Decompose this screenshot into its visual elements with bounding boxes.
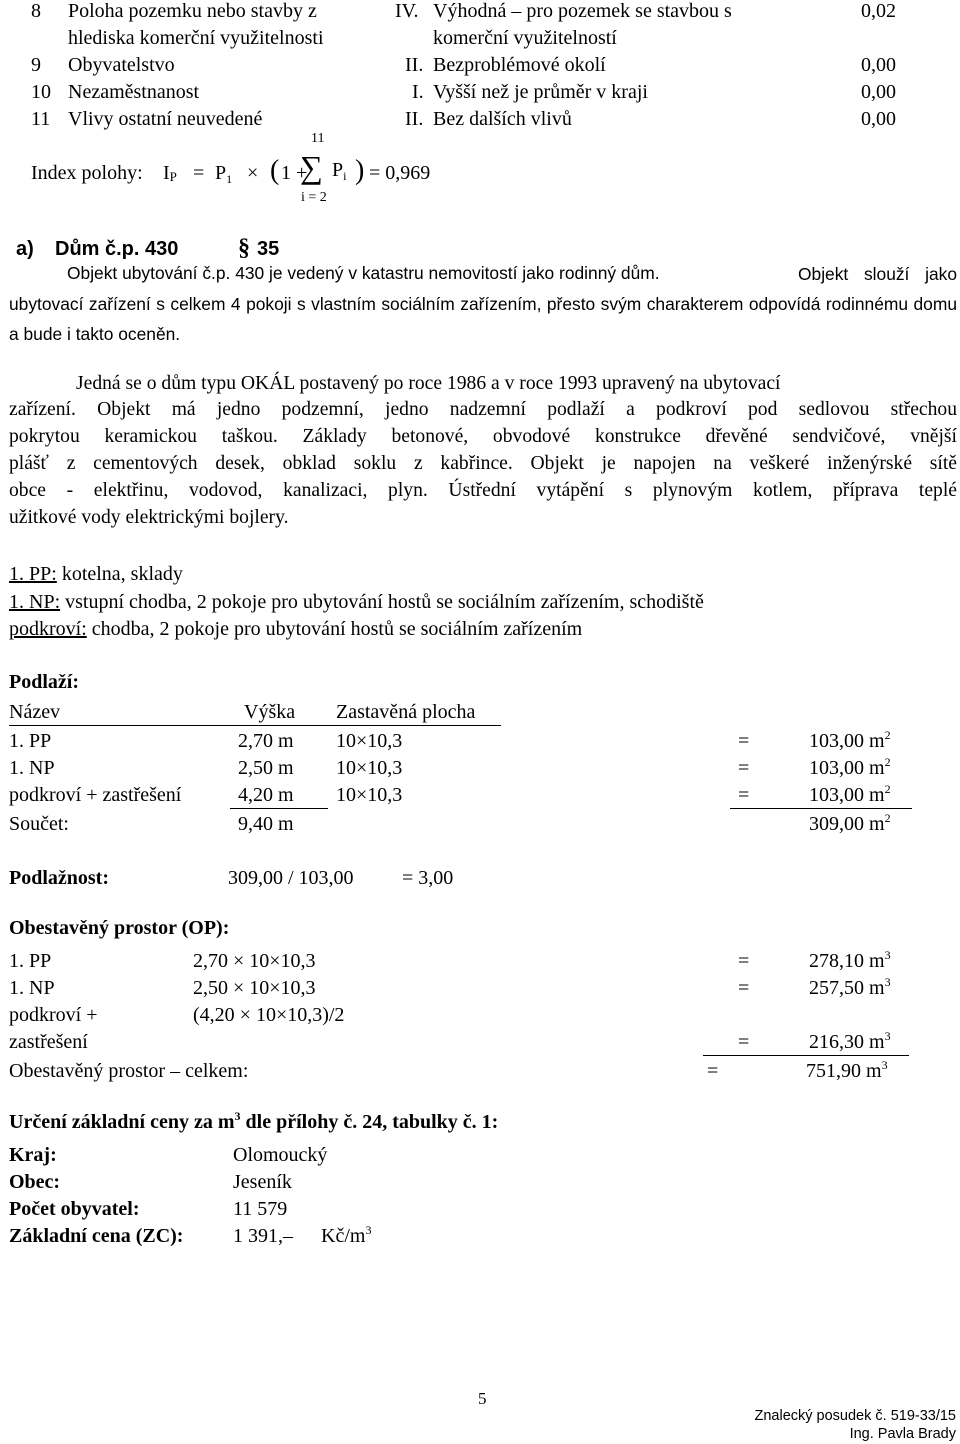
height-sum-underline <box>230 808 328 809</box>
row-name: 1. NP <box>9 977 55 999</box>
section-a-letter: a) <box>16 238 34 260</box>
total-value: 751,90 $m^3$ <box>806 1058 888 1082</box>
region-label: Kraj: <box>9 1144 57 1166</box>
index-pi: $P_i$ <box>332 159 347 183</box>
criterion-8-label-cont: hlediska komerční využitelnosti <box>68 27 324 49</box>
municipality-value: Jeseník <box>233 1171 292 1193</box>
row-name: podkroví + <box>9 1004 98 1026</box>
sum-label: Součet: <box>9 813 69 835</box>
row-value: 278,10 $m^3$ <box>809 948 891 972</box>
floor-ratio-label: Podlažnost: <box>9 867 109 889</box>
section-a-number: 35 <box>257 238 280 260</box>
population-label: Počet obyvatel: <box>9 1198 140 1220</box>
row-height: 4,20 m <box>238 784 294 806</box>
criterion-9-value: 0,00 <box>861 54 896 76</box>
criterion-8-grade: IV. <box>395 0 419 22</box>
criterion-9-desc: Bezproblémové okolí <box>433 54 606 76</box>
criterion-8-label: Poloha pozemku nebo stavby z <box>68 0 317 22</box>
index-one-plus: 1 + <box>281 162 308 184</box>
col-header-name: Název <box>9 701 61 723</box>
sum-area: 309,00 $m^2$ <box>809 811 891 835</box>
index-label: Index polohy: <box>31 162 143 184</box>
row-area: 103,00 $m^2$ <box>809 728 891 752</box>
row-name-cont: zastřešení <box>9 1031 88 1053</box>
paragraph-2-line: pokrytou keramickou taškou. Základy betonové, obvodové konstrukce dřevěné sendvičové, vnější <box>9 426 957 447</box>
criterion-10-grade: I. <box>412 81 424 103</box>
row-dims: 10×10,3 <box>336 730 403 752</box>
floor-item: 1. PP: kotelna, sklady <box>9 563 183 585</box>
region-value: Olomoucký <box>233 1144 328 1166</box>
paragraph-2-first-line: Jedná se o dům typu OKÁL postavený po roce 1986 a v roce 1993 upravený na ubytovací <box>76 373 781 394</box>
base-price-label: Základní cena (ZC): <box>9 1225 184 1247</box>
sum-lower-limit: i = 2 <box>301 190 327 205</box>
criterion-10-desc: Vyšší než je průměr v kraji <box>433 81 648 103</box>
index-symbol: $I_P$ <box>163 162 177 184</box>
header-underline <box>9 725 501 726</box>
total-label: Obestavěný prostor – celkem: <box>9 1060 249 1082</box>
sigma-icon: ∑ <box>300 149 323 185</box>
floors-table-heading: Podlaží: <box>9 671 79 693</box>
index-p1: $P_1$ <box>215 162 233 186</box>
row-value: 257,50 $m^3$ <box>809 975 891 999</box>
row-name: 1. PP <box>9 730 52 752</box>
built-volume-heading: Obestavěný prostor (OP): <box>9 917 230 939</box>
row-value: 216,30 $m^3$ <box>809 1029 891 1053</box>
section-sign-icon: § <box>238 235 250 261</box>
document-reference: Znalecký posudek č. 519-33/15 <box>754 1408 956 1424</box>
criterion-8-no: 8 <box>31 0 41 22</box>
row-dims: 10×10,3 <box>336 757 403 779</box>
criterion-10-no: 10 <box>31 81 51 103</box>
municipality-label: Obec: <box>9 1171 61 1193</box>
criterion-11-grade: II. <box>405 108 424 130</box>
row-eq: = <box>738 977 750 999</box>
row-eq: = <box>738 950 750 972</box>
author-name: Ing. Pavla Brady <box>849 1426 956 1442</box>
row-calc: 2,50 × 10×10,3 <box>193 977 316 999</box>
paragraph-2-line: zařízení. Objekt má jedno podzemní, jedno nadzemní podlaží a podkroví pod sedlovou střechou <box>9 399 957 420</box>
row-name: podkroví + zastřešení <box>9 784 182 806</box>
row-name: 1. NP <box>9 757 55 779</box>
sum-upper-limit: 11 <box>311 131 325 146</box>
sum-height: 9,40 m <box>238 813 294 835</box>
row-name: 1. PP <box>9 950 52 972</box>
row-eq: = <box>738 757 750 779</box>
criterion-11-desc: Bez dalších vlivů <box>433 108 572 130</box>
paragraph-2-line: plášť z cementových desek, obklad soklu z kabřince. Objekt je napojen na veškeré inženýrské sítě <box>9 453 957 474</box>
paragraph-2-line: užitkové vody elektrickými bojlery. <box>9 507 289 528</box>
criterion-11-label: Vlivy ostatní neuvedené <box>68 108 263 130</box>
criterion-9-grade: II. <box>405 54 424 76</box>
floor-item: podkroví: chodba, 2 pokoje pro ubytování hostů se sociálním zařízením <box>9 618 583 640</box>
row-calc: (4,20 × 10×10,3)/2 <box>193 1004 345 1026</box>
section-a-title: Dům č.p. 430 <box>55 238 179 260</box>
criterion-8-desc: Výhodná – pro pozemek se stavbou s <box>433 0 732 22</box>
criterion-8-desc-cont: komerční využitelností <box>433 27 617 49</box>
index-paren-open: ( <box>270 155 280 186</box>
col-header-height: Výška <box>244 701 296 723</box>
row-eq: = <box>738 730 750 752</box>
row-height: 2,50 m <box>238 757 294 779</box>
page-number: 5 <box>478 1389 487 1408</box>
row-height: 2,70 m <box>238 730 294 752</box>
row-eq: = <box>738 1031 750 1053</box>
row-area: 103,00 $m^2$ <box>809 755 891 779</box>
floor-item: 1. NP: vstupní chodba, 2 pokoje pro ubytování hostů se sociálním zařízením, schodiště <box>9 591 704 613</box>
floor-ratio-calc: 309,00 / 103,00 <box>228 867 354 889</box>
paragraph-1-first-line: Objekt ubytování č.p. 430 je vedený v katastru nemovitostí jako rodinný dům. <box>67 263 660 283</box>
base-price-value: 1 391,– <box>233 1225 293 1247</box>
total-eq: = <box>707 1060 719 1082</box>
index-eq: = <box>193 162 205 184</box>
total-underline <box>703 1055 909 1056</box>
base-price-unit: $Kč/m^3$ <box>321 1223 372 1247</box>
row-calc: 2,70 × 10×10,3 <box>193 950 316 972</box>
index-paren-close: ) <box>355 155 365 186</box>
paragraph-2-line: obce - elektřinu, vodovod, kanalizaci, plyn. Ústřední vytápění s plynovým kotlem, příprava teplé <box>9 480 957 501</box>
row-dims: 10×10,3 <box>336 784 403 806</box>
criterion-11-no: 11 <box>31 108 51 130</box>
index-result: = 0,969 <box>369 162 431 184</box>
criterion-10-value: 0,00 <box>861 81 896 103</box>
criterion-11-value: 0,00 <box>861 108 896 130</box>
criterion-8-value: 0,02 <box>861 0 896 22</box>
area-sum-underline <box>730 808 912 809</box>
index-times: × <box>247 162 259 184</box>
paragraph-1-body: Objekt slouží jako ubytovací zařízení s celkem 4 pokoji s vlastním sociálním zařízením, přesto svým charakterem odpovídá rodinnému domu a bude i takto oceněn. <box>9 264 957 344</box>
criterion-9-label: Obyvatelstvo <box>68 54 175 76</box>
row-area: 103,00 $m^2$ <box>809 782 891 806</box>
criterion-9-no: 9 <box>31 54 41 76</box>
row-eq: = <box>738 784 750 806</box>
population-value: 11 579 <box>233 1198 288 1220</box>
floor-ratio-result: = 3,00 <box>402 867 454 889</box>
base-price-heading: Určení základní ceny za $m^3$ dle přílohy č. 24, tabulky č. 1: <box>9 1109 499 1133</box>
criterion-10-label: Nezaměstnanost <box>68 81 200 103</box>
col-header-area: Zastavěná plocha <box>336 701 476 723</box>
